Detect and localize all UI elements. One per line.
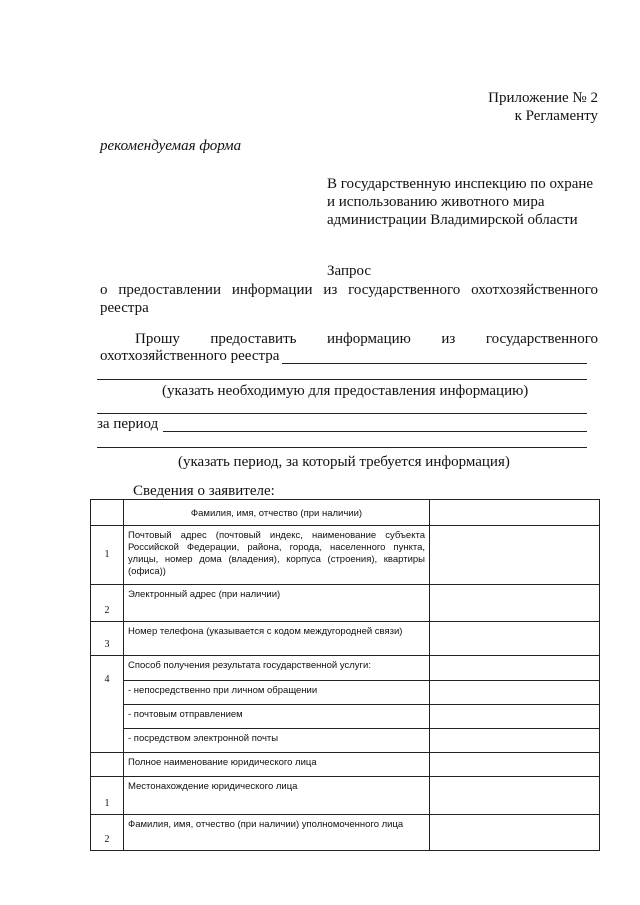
addressee-line-3: администрации Владимирской области	[327, 212, 578, 228]
info-fill-line-1[interactable]	[282, 363, 587, 364]
row-value-cell[interactable]	[430, 681, 600, 705]
row-number: 2	[91, 815, 124, 851]
row-description: - посредством электронной почты	[124, 729, 430, 753]
row-number	[91, 753, 124, 777]
info-fill-line-2[interactable]	[97, 379, 587, 380]
row-description: Фамилия, имя, отчество (при наличии)	[124, 500, 430, 526]
table-row	[91, 622, 600, 656]
row-description: - почтовым отправлением	[124, 705, 430, 729]
info-fill-line-3[interactable]	[97, 413, 587, 414]
row-value-cell[interactable]	[430, 500, 600, 526]
request-title: Запрос	[327, 263, 372, 279]
row-description: Почтовый адрес (почтовый индекс, наименование субъекта Российской Федерации, района, города, населенного пункта, улицы, номер дома (владения), корпуса (строения), квартиры (офиса))	[124, 526, 430, 585]
row-value-cell[interactable]	[430, 526, 600, 585]
table-row	[91, 815, 600, 851]
appendix-reference: к Регламенту	[514, 108, 598, 124]
table-row	[91, 656, 600, 681]
row-number: 2	[91, 585, 124, 622]
table-row	[91, 500, 600, 526]
applicant-heading: Сведения о заявителе:	[133, 483, 275, 499]
period-label: за период	[97, 416, 159, 432]
table-row	[91, 585, 600, 622]
row-description: Полное наименование юридического лица	[124, 753, 430, 777]
row-number: 1	[91, 526, 124, 585]
row-value-cell[interactable]	[430, 622, 600, 656]
info-hint: (указать необходимую для предоставления информацию)	[162, 383, 529, 399]
row-value-cell[interactable]	[430, 777, 600, 815]
row-value-cell[interactable]	[430, 729, 600, 753]
row-description: Способ получения результата государственной услуги:	[124, 656, 430, 681]
row-description: Номер телефона (указывается с кодом междугородней связи)	[124, 622, 430, 656]
row-value-cell[interactable]	[430, 753, 600, 777]
row-value-cell[interactable]	[430, 656, 600, 681]
table-row	[91, 729, 600, 753]
table-row	[91, 753, 600, 777]
table-row	[91, 705, 600, 729]
row-description: Местонахождение юридического лица	[124, 777, 430, 815]
row-description: Электронный адрес (при наличии)	[124, 585, 430, 622]
row-number: 3	[91, 622, 124, 656]
row-number	[91, 500, 124, 526]
row-value-cell[interactable]	[430, 585, 600, 622]
request-body-line-1: Прошу предоставить информацию из государственного	[135, 331, 598, 347]
row-value-cell[interactable]	[430, 705, 600, 729]
period-fill-line-1[interactable]	[163, 431, 587, 432]
applicant-table	[90, 499, 600, 851]
table-row	[91, 777, 600, 815]
request-subject-line-2: реестра	[100, 300, 149, 316]
row-description: Фамилия, имя, отчество (при наличии) уполномоченного лица	[124, 815, 430, 851]
row-number: 4	[91, 656, 124, 753]
table-row	[91, 681, 600, 705]
row-value-cell[interactable]	[430, 815, 600, 851]
request-subject-line-1: о предоставлении информации из государственного охотхозяйственного	[100, 282, 598, 298]
row-description: - непосредственно при личном обращении	[124, 681, 430, 705]
period-hint: (указать период, за который требуется информация)	[178, 454, 510, 470]
form-note: рекомендуемая форма	[100, 138, 242, 154]
row-number: 1	[91, 777, 124, 815]
table-row	[91, 526, 600, 585]
period-fill-line-2[interactable]	[97, 447, 587, 448]
appendix-number: Приложение № 2	[488, 90, 598, 106]
addressee-line-1: В государственную инспекцию по охране	[327, 176, 594, 192]
addressee-line-2: и использованию животного мира	[327, 194, 545, 210]
request-body-line-2: охотхозяйственного реестра	[100, 348, 280, 364]
